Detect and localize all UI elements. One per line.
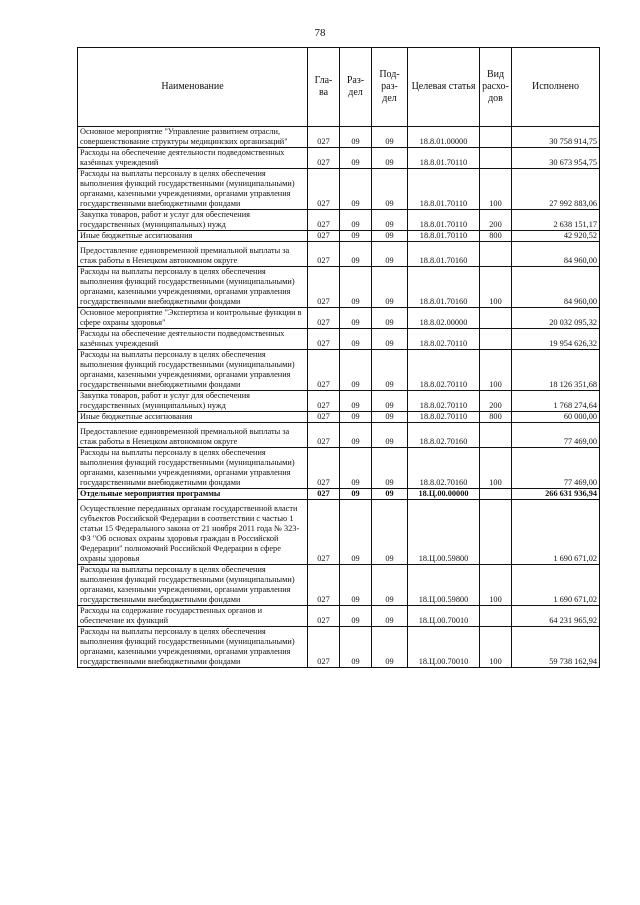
cell-target: 18.8.02.70110: [408, 391, 480, 412]
cell-podrazdel: 09: [372, 308, 408, 329]
cell-executed: 27 992 883,06: [512, 169, 600, 210]
cell-razdel: 09: [340, 169, 372, 210]
cell-razdel: 09: [340, 412, 372, 423]
cell-target: 18.Ц.00.59800: [408, 565, 480, 606]
cell-name: Предоставление единовременной премиальной выплаты за стаж работы в Ненецком автономном округе: [78, 242, 308, 267]
cell-target: 18.8.02.00000: [408, 308, 480, 329]
cell-glava: 027: [308, 148, 340, 169]
table-row: [78, 565, 600, 606]
cell-name: Основное мероприятие "Управление развитием отрасли, совершенствование структуры медицинских организаций": [78, 127, 308, 148]
cell-glava: 027: [308, 423, 340, 448]
cell-target: 18.8.02.70160: [408, 423, 480, 448]
cell-razdel: 09: [340, 267, 372, 308]
cell-vid: 100: [480, 565, 512, 606]
cell-name: Закупка товаров, работ и услуг для обеспечения государственных (муниципальных) нужд: [78, 210, 308, 231]
cell-glava: 027: [308, 565, 340, 606]
cell-podrazdel: 09: [372, 500, 408, 565]
cell-vid: [480, 489, 512, 500]
header-podrazdel: Под- раз- дел: [372, 48, 408, 127]
cell-podrazdel: 09: [372, 329, 408, 350]
cell-vid: 100: [480, 350, 512, 391]
cell-podrazdel: 09: [372, 565, 408, 606]
cell-razdel: 09: [340, 627, 372, 668]
table-row: [78, 329, 600, 350]
header-target: Целевая статья: [408, 48, 480, 127]
table-row: [78, 231, 600, 242]
cell-vid: [480, 423, 512, 448]
cell-podrazdel: 09: [372, 267, 408, 308]
table-body: [78, 127, 600, 668]
table-row: [78, 267, 600, 308]
cell-executed: 30 758 914,75: [512, 127, 600, 148]
cell-name: Предоставление единовременной премиальной выплаты за стаж работы в Ненецком автономном округе: [78, 423, 308, 448]
cell-name: Иные бюджетные ассигнования: [78, 231, 308, 242]
header-name: Наименование: [78, 48, 308, 127]
table-row: [78, 627, 600, 668]
cell-glava: 027: [308, 267, 340, 308]
cell-glava: 027: [308, 500, 340, 565]
cell-executed: 84 960,00: [512, 242, 600, 267]
cell-glava: 027: [308, 169, 340, 210]
cell-target: 18.8.01.70110: [408, 148, 480, 169]
cell-podrazdel: 09: [372, 423, 408, 448]
cell-target: 18.8.01.70160: [408, 267, 480, 308]
cell-target: 18.Ц.00.70010: [408, 606, 480, 627]
cell-target: 18.8.01.70110: [408, 231, 480, 242]
cell-executed: 64 231 965,92: [512, 606, 600, 627]
table-row: [78, 169, 600, 210]
table-row: [78, 148, 600, 169]
cell-razdel: 09: [340, 565, 372, 606]
table-row: [78, 606, 600, 627]
cell-vid: [480, 500, 512, 565]
cell-target: 18.Ц.00.00000: [408, 489, 480, 500]
cell-razdel: 09: [340, 391, 372, 412]
cell-vid: 200: [480, 391, 512, 412]
header-razdel: Раз- дел: [340, 48, 372, 127]
header-executed: Исполнено: [512, 48, 600, 127]
cell-podrazdel: 09: [372, 489, 408, 500]
cell-executed: 19 954 626,32: [512, 329, 600, 350]
cell-razdel: 09: [340, 308, 372, 329]
cell-executed: 30 673 954,75: [512, 148, 600, 169]
cell-razdel: 09: [340, 231, 372, 242]
cell-name: Основное мероприятие "Экспертиза и контрольные функции в сфере охраны здоровья": [78, 308, 308, 329]
cell-vid: 100: [480, 448, 512, 489]
cell-executed: 77 469,00: [512, 448, 600, 489]
cell-executed: 42 920,52: [512, 231, 600, 242]
cell-podrazdel: 09: [372, 448, 408, 489]
cell-target: 18.8.02.70160: [408, 448, 480, 489]
header-glava: Гла- ва: [308, 48, 340, 127]
table-row: [78, 210, 600, 231]
cell-razdel: 09: [340, 329, 372, 350]
table-row: [78, 350, 600, 391]
cell-podrazdel: 09: [372, 169, 408, 210]
cell-razdel: 09: [340, 448, 372, 489]
cell-executed: 266 631 936,94: [512, 489, 600, 500]
cell-executed: 2 638 151,17: [512, 210, 600, 231]
cell-glava: 027: [308, 627, 340, 668]
cell-vid: 800: [480, 412, 512, 423]
cell-podrazdel: 09: [372, 606, 408, 627]
cell-vid: [480, 308, 512, 329]
cell-name: Расходы на выплаты персоналу в целях обеспечения выполнения функций государственными (муниципальными) органами, казенными учреждениями, органами управления государственными внебюджетными фондами: [78, 169, 308, 210]
cell-name: Отдельные мероприятия программы: [78, 489, 308, 500]
cell-target: 18.8.02.70110: [408, 412, 480, 423]
cell-vid: [480, 329, 512, 350]
table-row: [78, 489, 600, 500]
cell-target: 18.Ц.00.59800: [408, 500, 480, 565]
cell-glava: 027: [308, 350, 340, 391]
cell-name: Расходы на обеспечение деятельности подведомственных казённых учреждений: [78, 329, 308, 350]
cell-vid: 100: [480, 627, 512, 668]
table-header-row: [78, 48, 600, 127]
cell-glava: 027: [308, 329, 340, 350]
table-row: [78, 412, 600, 423]
cell-glava: 027: [308, 606, 340, 627]
cell-podrazdel: 09: [372, 242, 408, 267]
cell-podrazdel: 09: [372, 231, 408, 242]
cell-vid: [480, 127, 512, 148]
cell-executed: 77 469,00: [512, 423, 600, 448]
cell-podrazdel: 09: [372, 127, 408, 148]
cell-glava: 027: [308, 242, 340, 267]
cell-name: Расходы на выплаты персоналу в целях обеспечения выполнения функций государственными (муниципальными) органами, казенными учреждениями, органами управления государственными внебюджетными фондами: [78, 350, 308, 391]
cell-razdel: 09: [340, 242, 372, 267]
cell-podrazdel: 09: [372, 391, 408, 412]
cell-razdel: 09: [340, 127, 372, 148]
cell-executed: 60 000,00: [512, 412, 600, 423]
cell-name: Осуществление переданных органам государственной власти субъектов Российской Федерации в соответствии с частью 1 статьи 15 Федерального закона от 21 ноября 2011 года № 323-ФЗ "Об основах охраны здоровья граждан в Российской Федерации" полномочий Российской Федерации в сфере охраны здоровья: [78, 500, 308, 565]
cell-podrazdel: 09: [372, 627, 408, 668]
table-row: [78, 448, 600, 489]
cell-vid: 200: [480, 210, 512, 231]
cell-razdel: 09: [340, 606, 372, 627]
table-row: [78, 423, 600, 448]
cell-glava: 027: [308, 448, 340, 489]
cell-podrazdel: 09: [372, 350, 408, 391]
cell-executed: 1 690 671,02: [512, 565, 600, 606]
cell-name: Иные бюджетные ассигнования: [78, 412, 308, 423]
cell-vid: 100: [480, 169, 512, 210]
cell-razdel: 09: [340, 210, 372, 231]
cell-vid: 800: [480, 231, 512, 242]
table-row: [78, 242, 600, 267]
cell-vid: [480, 242, 512, 267]
cell-vid: [480, 606, 512, 627]
cell-podrazdel: 09: [372, 412, 408, 423]
cell-executed: 84 960,00: [512, 267, 600, 308]
cell-name: Закупка товаров, работ и услуг для обеспечения государственных (муниципальных) нужд: [78, 391, 308, 412]
cell-target: 18.8.01.70110: [408, 169, 480, 210]
cell-target: 18.Ц.00.70010: [408, 627, 480, 668]
cell-target: 18.8.02.70110: [408, 350, 480, 391]
cell-glava: 027: [308, 210, 340, 231]
table-row: [78, 391, 600, 412]
cell-razdel: 09: [340, 148, 372, 169]
cell-glava: 027: [308, 412, 340, 423]
cell-name: Расходы на выплаты персоналу в целях обеспечения выполнения функций государственными (муниципальными) органами, казенными учреждениями, органами управления государственными внебюджетными фондами: [78, 565, 308, 606]
cell-glava: 027: [308, 231, 340, 242]
cell-vid: [480, 148, 512, 169]
cell-name: Расходы на содержание государственных органов и обеспечение их функций: [78, 606, 308, 627]
cell-executed: 1 768 274,64: [512, 391, 600, 412]
cell-target: 18.8.01.70160: [408, 242, 480, 267]
table-row: [78, 500, 600, 565]
table-row: [78, 308, 600, 329]
cell-target: 18.8.01.70110: [408, 210, 480, 231]
cell-target: 18.8.01.00000: [408, 127, 480, 148]
cell-razdel: 09: [340, 500, 372, 565]
cell-name: Расходы на выплаты персоналу в целях обеспечения выполнения функций государственными (муниципальными) органами, казенными учреждениями, органами управления государственными внебюджетными фондами: [78, 448, 308, 489]
cell-executed: 1 690 671,02: [512, 500, 600, 565]
cell-target: 18.8.02.70110: [408, 329, 480, 350]
cell-glava: 027: [308, 127, 340, 148]
cell-glava: 027: [308, 308, 340, 329]
cell-razdel: 09: [340, 489, 372, 500]
cell-glava: 027: [308, 391, 340, 412]
cell-name: Расходы на обеспечение деятельности подведомственных казённых учреждений: [78, 148, 308, 169]
cell-glava: 027: [308, 489, 340, 500]
cell-executed: 20 032 095,32: [512, 308, 600, 329]
budget-execution-table: [77, 47, 600, 668]
cell-executed: 18 126 351,68: [512, 350, 600, 391]
cell-razdel: 09: [340, 350, 372, 391]
cell-podrazdel: 09: [372, 210, 408, 231]
header-vid: Вид расхо- дов: [480, 48, 512, 127]
page-number: 78: [314, 27, 326, 39]
cell-executed: 59 738 162,94: [512, 627, 600, 668]
cell-vid: 100: [480, 267, 512, 308]
cell-podrazdel: 09: [372, 148, 408, 169]
cell-name: Расходы на выплаты персоналу в целях обеспечения выполнения функций государственными (муниципальными) органами, казенными учреждениями, органами управления государственными внебюджетными фондами: [78, 267, 308, 308]
cell-name: Расходы на выплаты персоналу в целях обеспечения выполнения функций государственными (муниципальными) органами, казенными учреждениями, органами управления государственными внебюджетными фондами: [78, 627, 308, 668]
table-row: [78, 127, 600, 148]
cell-razdel: 09: [340, 423, 372, 448]
